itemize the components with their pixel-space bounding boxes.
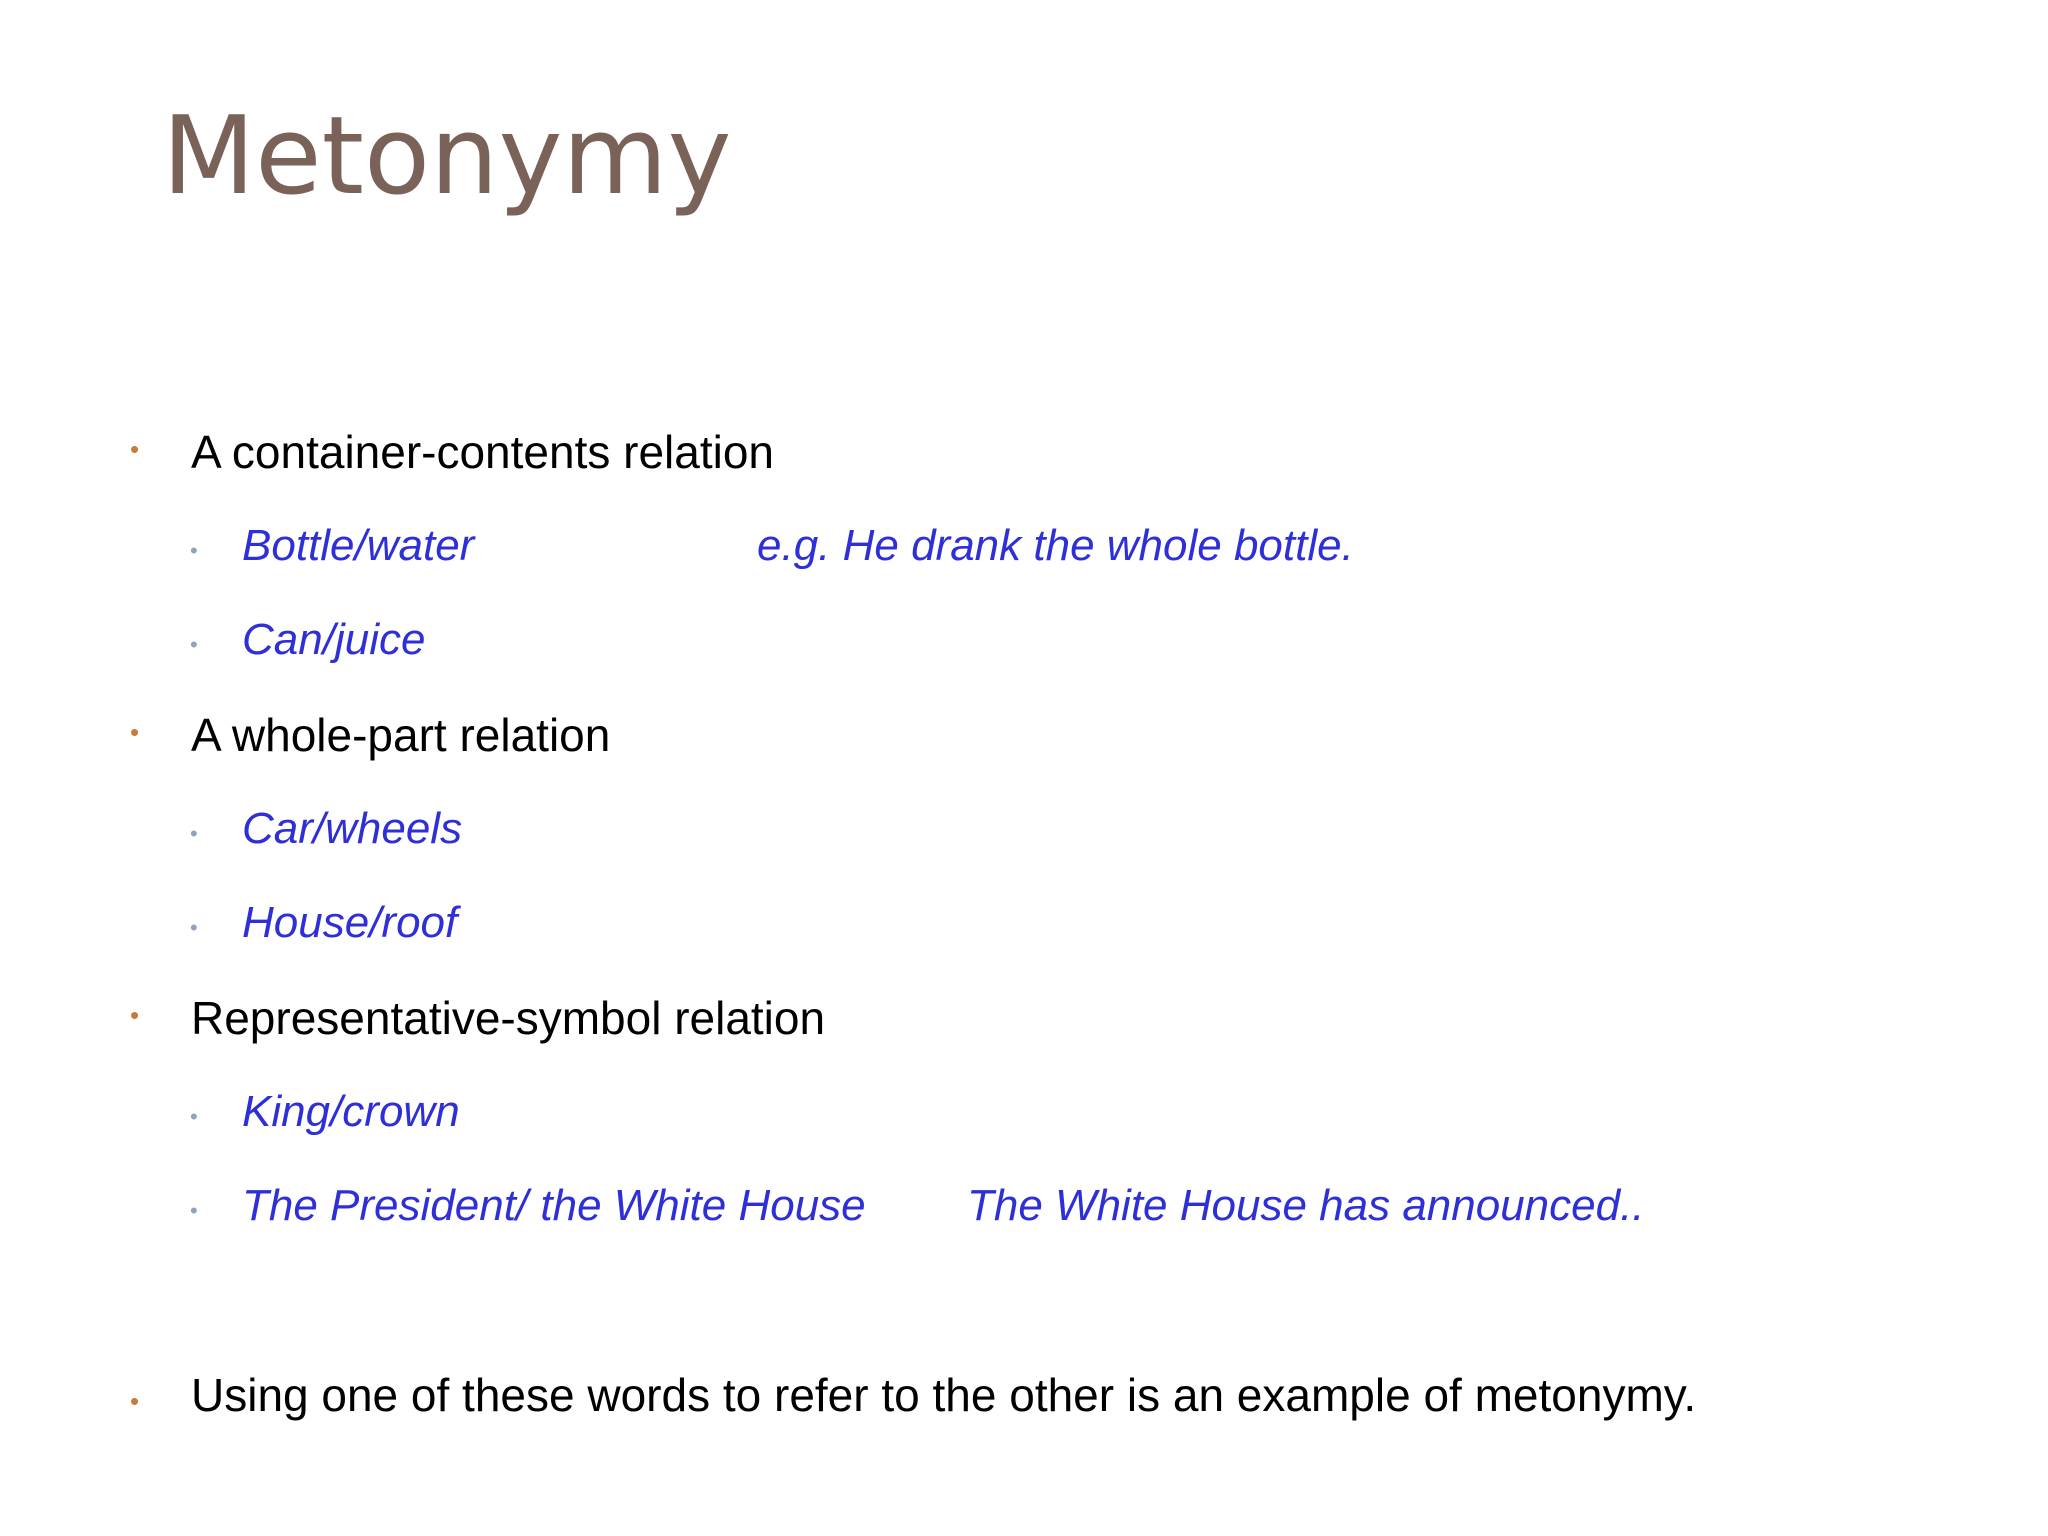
example-white-house: The White House has announced.. bbox=[967, 1181, 1645, 1230]
sub-bullet-icon: • bbox=[190, 1104, 198, 1129]
sub-bullet-icon: • bbox=[190, 538, 198, 563]
sub-item-president-white-house: The President/ the White House bbox=[242, 1181, 866, 1230]
sub-item-bottle-water: Bottle/water bbox=[242, 521, 475, 570]
bullet-icon: • bbox=[130, 1386, 140, 1416]
example-bottle: e.g. He drank the whole bottle. bbox=[757, 521, 1354, 570]
sub-item-can-juice: Can/juice bbox=[242, 615, 426, 664]
sub-item-king-crown: King/crown bbox=[242, 1087, 460, 1136]
sub-bullet-icon: • bbox=[190, 915, 198, 940]
sub-item-house-roof: House/roof bbox=[242, 898, 458, 947]
sub-bullet-icon: • bbox=[190, 821, 198, 846]
bullet-whole-part: A whole-part relation bbox=[191, 709, 611, 761]
sub-bullet-icon: • bbox=[190, 632, 198, 657]
sub-item-car-wheels: Car/wheels bbox=[242, 804, 463, 853]
bullet-icon: • bbox=[130, 717, 140, 747]
bullet-icon: • bbox=[130, 1000, 140, 1030]
bullet-representative-symbol: Representative-symbol relation bbox=[191, 992, 826, 1044]
bullet-conclusion: Using one of these words to refer to the other is an example of metonymy. bbox=[191, 1369, 1697, 1421]
sub-bullet-icon: • bbox=[190, 1198, 198, 1223]
slide-title: Metonymy bbox=[162, 94, 732, 219]
bullet-icon: • bbox=[130, 434, 140, 464]
bullet-container-contents: A container-contents relation bbox=[191, 426, 775, 478]
